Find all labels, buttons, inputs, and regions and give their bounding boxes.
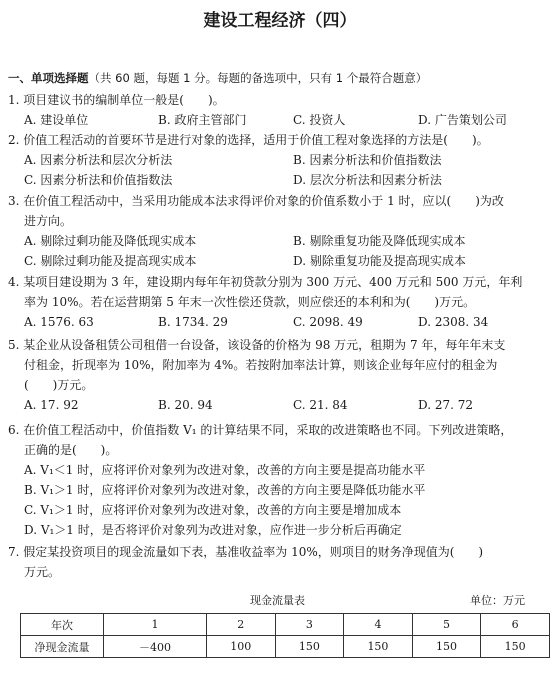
table-cell: －400	[104, 636, 207, 658]
question-stem: 5. 某企业从设备租赁公司租借一台设备，该设备的价格为 98 万元，租期为 7 年，每年年末支	[8, 338, 506, 352]
option-b[interactable]: B. 1734. 29	[158, 315, 228, 329]
table-cell: 150	[412, 636, 481, 658]
table-cell: 4	[344, 614, 413, 636]
option-d[interactable]: D. 广告策划公司	[418, 113, 507, 127]
question-stem-cont: 正确的是( )。	[24, 443, 118, 457]
question-3	[8, 191, 553, 271]
table-cell: 3	[275, 614, 344, 636]
option-d[interactable]: D. V₁＞1 时，是否将评价对象列为改进对象，应作进一步分析后再确定	[24, 523, 402, 537]
option-a[interactable]: A. 剔除过剩功能及降低现实成本	[24, 234, 197, 248]
question-stem: 3. 在价值工程活动中，当采用功能成本法求得评价对象的价值系数小于 1 时，应以( )为改	[8, 194, 504, 208]
section-header	[8, 70, 427, 86]
question-7	[8, 542, 553, 582]
question-1	[8, 90, 553, 130]
option-a[interactable]: A. 17. 92	[24, 398, 79, 412]
option-a[interactable]: A. 建设单位	[24, 113, 89, 127]
question-stem: 6. 在价值工程活动中，价值指数 V₁ 的计算结果不同，采取的改进策略也不同。下列改进策略，	[8, 423, 513, 437]
table-cell: 150	[344, 636, 413, 658]
option-c[interactable]: C. 投资人	[293, 113, 346, 127]
section-heading: 一、单项选择题	[8, 71, 89, 85]
question-stem-cont: 进方向。	[24, 214, 73, 228]
table-cell: 6	[481, 614, 550, 636]
question-6	[8, 420, 553, 540]
option-c[interactable]: C. V₁＞1 时，应将评价对象列为改进对象，改善的方向主要是增加成本	[24, 503, 402, 517]
option-b[interactable]: B. 剔除重复功能及降低现实成本	[293, 234, 466, 248]
table-cell: 年次	[21, 614, 104, 636]
table-caption: 现金流量表	[250, 594, 305, 607]
option-b[interactable]: B. V₁＞1 时，应将评价对象列为改进对象，改善的方向主要是降低功能水平	[24, 483, 426, 497]
table-cell: 2	[206, 614, 275, 636]
question-stem: 4. 某项目建设期为 3 年，建设期内每年年初贷款分别为 300 万元、400 万元和 500 万元，年利	[8, 275, 523, 289]
options-row	[8, 251, 553, 271]
section-note: （共 60 题，每题 1 分。每题的备选项中，只有 1 个最符合题意）	[88, 71, 428, 85]
table-cell: 150	[481, 636, 550, 658]
option-b[interactable]: B. 政府主管部门	[158, 113, 247, 127]
option-d[interactable]: D. 2308. 34	[418, 315, 489, 329]
question-2	[8, 130, 553, 190]
page-title: 建设工程经济（四）	[203, 11, 357, 31]
table-unit: 单位：万元	[470, 594, 525, 607]
table-cell: 5	[412, 614, 481, 636]
table-cell: 150	[275, 636, 344, 658]
table-cell: 100	[206, 636, 275, 658]
options-row	[8, 395, 553, 415]
option-c[interactable]: C. 因素分析法和价值指数法	[24, 173, 173, 187]
options-row	[8, 110, 553, 130]
option-d[interactable]: D. 剔除重复功能及提高现实成本	[293, 254, 466, 268]
question-5	[8, 335, 553, 415]
options-row	[8, 150, 553, 170]
question-stem: 2. 价值工程活动的首要环节是进行对象的选择，适用于价值工程对象选择的方法是( )。	[8, 133, 489, 147]
question-stem: 1. 项目建议书的编制单位一般是( )。	[8, 93, 225, 107]
option-b[interactable]: B. 20. 94	[158, 398, 213, 412]
cashflow-table	[20, 613, 550, 658]
question-stem-cont: 率为 10%。若在运营期第 5 年末一次性偿还贷款，则应偿还的本利和为( )万元。	[24, 295, 476, 309]
table-cell: 1	[104, 614, 207, 636]
question-stem-cont: 万元。	[24, 565, 61, 579]
option-b[interactable]: B. 因素分析法和价值指数法	[293, 153, 442, 167]
options-row	[8, 170, 553, 190]
option-a[interactable]: A. 1576. 63	[24, 315, 94, 329]
table-row	[21, 614, 550, 636]
option-c[interactable]: C. 2098. 49	[293, 315, 363, 329]
option-a[interactable]: A. 因素分析法和层次分析法	[24, 153, 173, 167]
question-stem-cont: 付租金，折现率为 10%，附加率为 4%。若按附加率法计算，则该企业每年应付的租金为	[24, 358, 498, 372]
option-d[interactable]: D. 27. 72	[418, 398, 473, 412]
option-c[interactable]: C. 21. 84	[293, 398, 348, 412]
option-a[interactable]: A. V₁＜1 时，应将评价对象列为改进对象，改善的方向主要是提高功能水平	[24, 463, 426, 477]
option-c[interactable]: C. 剔除过剩功能及提高现实成本	[24, 254, 197, 268]
options-row	[8, 312, 553, 332]
question-stem: 7. 假定某投资项目的现金流量如下表，基准收益率为 10%，则项目的财务净现值为( )	[8, 545, 484, 559]
options-row	[8, 231, 553, 251]
option-d[interactable]: D. 层次分析法和因素分析法	[293, 173, 442, 187]
table-cell: 净现金流量	[21, 636, 104, 658]
table-row	[21, 636, 550, 658]
question-stem-cont: ( )万元。	[24, 378, 94, 392]
question-4	[8, 272, 553, 332]
